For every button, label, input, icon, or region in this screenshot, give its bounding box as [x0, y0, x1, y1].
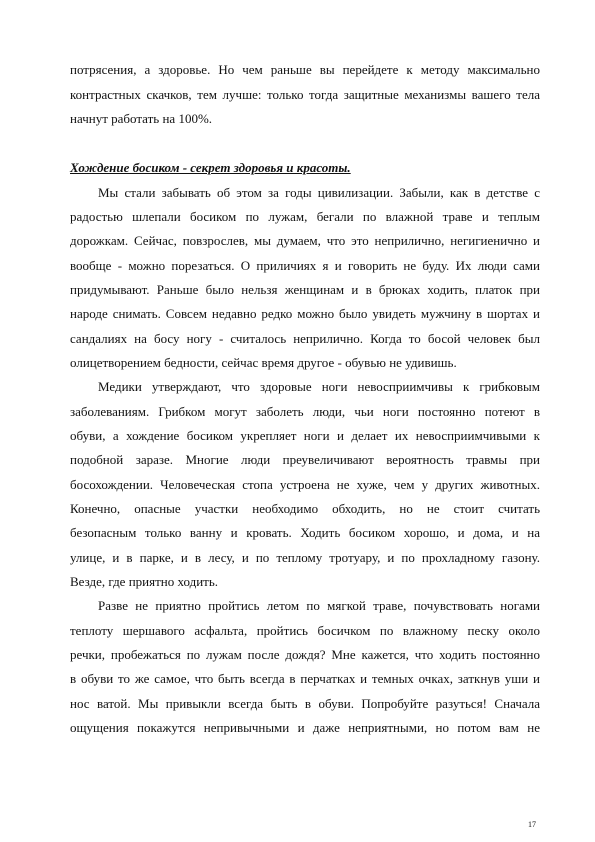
text-line: олицетворением бедности, сейчас время другое - обувью не удивишь. [70, 355, 457, 370]
text-line: начнут работать на 100%. [70, 111, 213, 126]
text-line: улице, и в парке, и в лесу, и по теплому тротуару, и по прохладному газону. [70, 550, 540, 565]
text-line: придумывают. Раньше было нельзя женщинам и в брюках ходить, платок при [70, 282, 540, 297]
page-number: 17 [528, 820, 536, 829]
text-line: радостью шлепали босиком по лужам, бегали по влажной траве и теплым [70, 209, 540, 224]
text-line: речки, пробежаться по лужам после дождя? Мне кажется, что ходить постоянно [70, 647, 540, 662]
section-heading: Хождение босиком - секрет здоровья и красоты. [70, 160, 351, 175]
text-line: дорожкам. Сейчас, повзрослев, мы думаем, что это неприлично, негигиенично и [70, 233, 540, 248]
text-line: босохождении. Человеческая стопа устроена не хуже, чем у других животных. [70, 477, 540, 492]
text-line: безопасным только ванну и кровать. Ходить босиком хорошо, и дома, и на [70, 525, 540, 540]
text-line: вообще - можно порезаться. О приличиях я и говорить не буду. Их люди сами [70, 258, 540, 273]
text-line: Конечно, опасные участки необходимо обходить, но не стоит считать [70, 501, 540, 516]
text-line: народе снимать. Совсем недавно редко можно было увидеть мужчину в шортах и [70, 306, 540, 321]
text-line: Медики утверждают, что здоровые ноги невосприимчивы к грибковым [98, 379, 540, 394]
text-line: потрясения, а здоровье. Но чем раньше вы перейдете к методу максимально [70, 62, 540, 77]
text-line: в обуви то же самое, что быть всегда в перчатках и темных очках, заткнув уши и [70, 671, 540, 686]
text-line: Везде, где приятно ходить. [70, 574, 219, 589]
text-line: заболеваниям. Грибком могут заболеть люди, чьи ноги постоянно потеют в [70, 404, 540, 419]
text-line: Мы стали забывать об этом за годы цивилизации. Забыли, как в детстве с [98, 185, 540, 200]
text-line: подобной заразе. Многие люди преувеличивают вероятность травмы при [70, 452, 540, 467]
text-line: ощущения покажутся непривычными и даже неприятными, но потом вам не [70, 720, 540, 735]
text-line: теплоту шершавого асфальта, пройтись босичком по влажному песку около [70, 623, 540, 638]
text-line: Разве не приятно пройтись летом по мягкой траве, почувствовать ногами [98, 598, 540, 613]
text-line: контрастных скачков, тем лучше: только тогда защитные механизмы вашего тела [70, 87, 540, 102]
text-line: обуви, а хождение босиком укрепляет ноги и делает их невосприимчивыми к [70, 428, 540, 443]
text-line: нос ватой. Мы привыкли всегда быть в обуви. Попробуйте разуться! Сначала [70, 696, 540, 711]
text-line: сандалиях на босу ногу - считалось неприлично. Когда то босой человек был [70, 331, 540, 346]
